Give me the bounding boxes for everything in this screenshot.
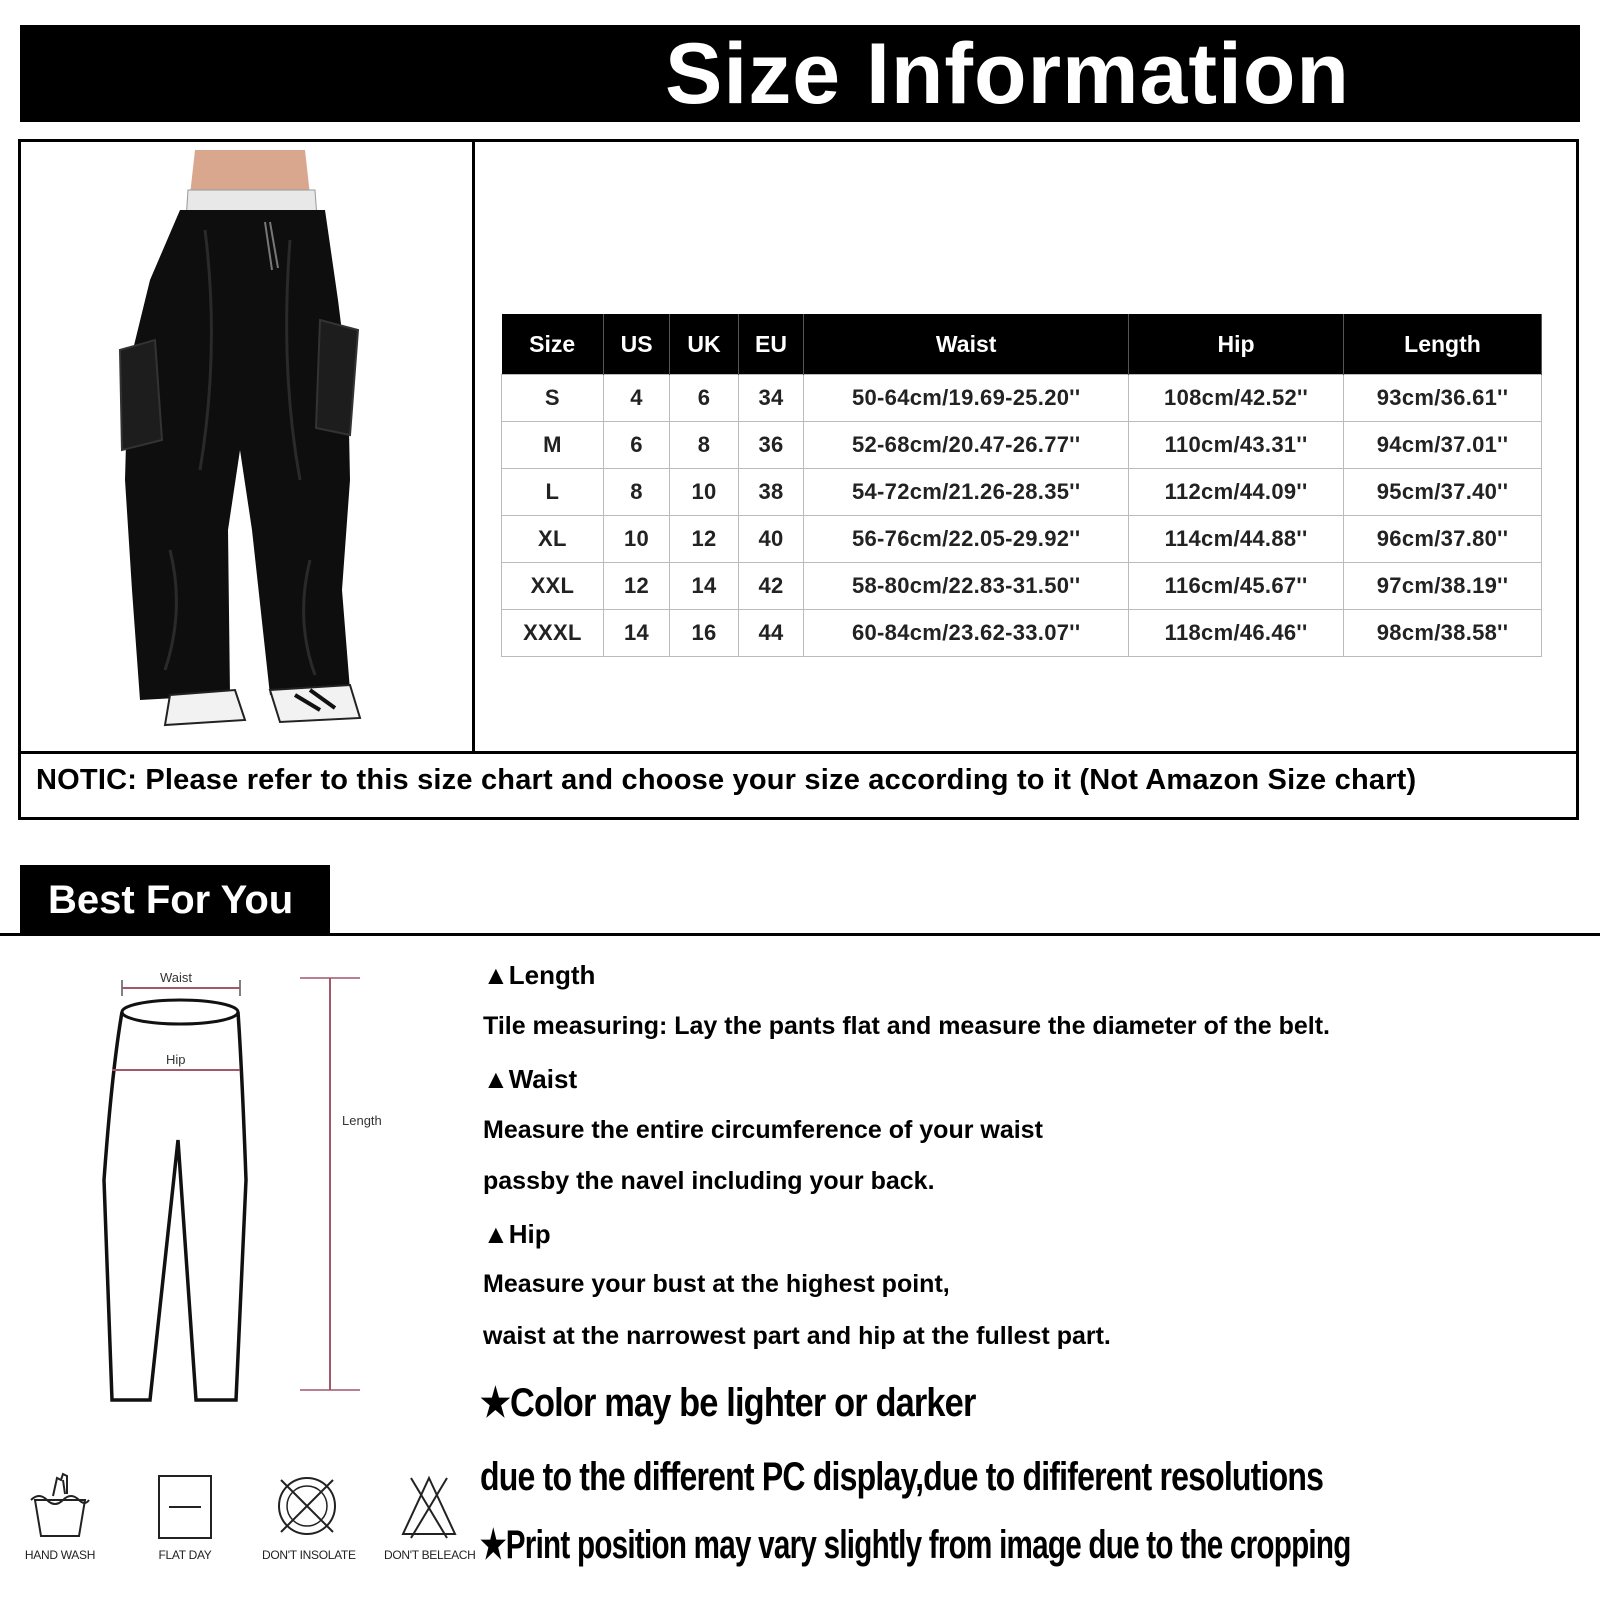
size-chart-table xyxy=(501,314,1542,657)
table-cell: 58-80cm/22.83-31.50'' xyxy=(804,563,1129,610)
print-position-note: ★Print position may vary slightly from image due to the cropping xyxy=(480,1523,1351,1567)
table-cell: XXL xyxy=(502,563,604,610)
length-instruction: Tile measuring: Lay the pants flat and measure the diameter of the belt. xyxy=(483,1012,1330,1040)
care-label: FLAT DAY xyxy=(158,1548,212,1562)
table-cell: 40 xyxy=(738,516,803,563)
flat-dry-icon xyxy=(155,1472,215,1540)
table-cell: 44 xyxy=(738,610,803,657)
product-photo xyxy=(110,150,370,730)
care-item-dont-bleach xyxy=(384,1472,474,1562)
hip-instruction-line-1: Measure your bust at the highest point, xyxy=(483,1270,950,1298)
table-cell: 56-76cm/22.05-29.92'' xyxy=(804,516,1129,563)
table-cell: XL xyxy=(502,516,604,563)
table-cell: 10 xyxy=(670,469,738,516)
length-label: Length xyxy=(342,1113,382,1128)
table-cell: 16 xyxy=(670,610,738,657)
table-cell: 108cm/42.52'' xyxy=(1129,375,1344,422)
table-cell: 12 xyxy=(670,516,738,563)
waist-heading: ▲Waist xyxy=(483,1064,578,1094)
waist-label: Waist xyxy=(160,970,193,985)
table-row xyxy=(502,516,1542,563)
table-cell: 4 xyxy=(603,375,669,422)
frame-divider-horizontal xyxy=(18,751,1579,754)
waist-instruction-line-2: passby the navel including your back. xyxy=(483,1167,935,1195)
table-cell: 38 xyxy=(738,469,803,516)
table-cell: 118cm/46.46'' xyxy=(1129,610,1344,657)
section-rule xyxy=(0,933,1600,936)
column-header: UK xyxy=(670,314,738,375)
table-header-row xyxy=(502,314,1542,375)
section-title: Best For You xyxy=(48,878,294,922)
size-notice: NOTIC: Please refer to this size chart and choose your size according to it (Not Amazon Size chart) xyxy=(36,764,1417,796)
table-cell: 6 xyxy=(670,375,738,422)
table-cell: 8 xyxy=(670,422,738,469)
care-item-flat-dry xyxy=(140,1472,230,1562)
table-cell: 14 xyxy=(670,563,738,610)
table-cell: XXXL xyxy=(502,610,604,657)
title-banner xyxy=(20,25,1580,122)
column-header: EU xyxy=(738,314,803,375)
table-cell: 95cm/37.40'' xyxy=(1344,469,1542,516)
hand-wash-icon xyxy=(27,1472,93,1540)
table-cell: M xyxy=(502,422,604,469)
table-cell: L xyxy=(502,469,604,516)
care-label: DON'T BELEACH xyxy=(384,1548,476,1562)
page-title: Size Information xyxy=(665,26,1350,122)
frame-divider-vertical xyxy=(472,139,475,753)
table-cell: 112cm/44.09'' xyxy=(1129,469,1344,516)
table-cell: 98cm/38.58'' xyxy=(1344,610,1542,657)
table-cell: 110cm/43.31'' xyxy=(1129,422,1344,469)
table-cell: 94cm/37.01'' xyxy=(1344,422,1542,469)
waist-instruction-line-1: Measure the entire circumference of your waist xyxy=(483,1116,1043,1144)
table-cell: 97cm/38.19'' xyxy=(1344,563,1542,610)
table-cell: 34 xyxy=(738,375,803,422)
table-cell: 93cm/36.61'' xyxy=(1344,375,1542,422)
color-note-line-1: ★Color may be lighter or darker xyxy=(480,1381,976,1425)
hip-instruction-line-2: waist at the narrowest part and hip at the fullest part. xyxy=(483,1322,1111,1350)
table-cell: 114cm/44.88'' xyxy=(1129,516,1344,563)
color-note-line-2: due to the different PC display,due to dififerent resolutions xyxy=(480,1455,1324,1499)
column-header: Length xyxy=(1344,314,1542,375)
care-label: DON'T INSOLATE xyxy=(262,1548,356,1562)
table-cell: 36 xyxy=(738,422,803,469)
table-cell: 14 xyxy=(603,610,669,657)
table-row xyxy=(502,375,1542,422)
hip-label: Hip xyxy=(166,1052,186,1067)
table-cell: 116cm/45.67'' xyxy=(1129,563,1344,610)
care-item-hand-wash xyxy=(15,1472,105,1562)
column-header: Waist xyxy=(804,314,1129,375)
table-cell: S xyxy=(502,375,604,422)
table-cell: 52-68cm/20.47-26.77'' xyxy=(804,422,1129,469)
column-header: US xyxy=(603,314,669,375)
no-sun-dry-icon xyxy=(273,1472,341,1540)
table-cell: 6 xyxy=(603,422,669,469)
table-row xyxy=(502,563,1542,610)
best-for-you-tab xyxy=(20,865,330,936)
table-row xyxy=(502,610,1542,657)
length-heading: ▲Length xyxy=(483,960,596,990)
table-cell: 96cm/37.80'' xyxy=(1344,516,1542,563)
table-cell: 54-72cm/21.26-28.35'' xyxy=(804,469,1129,516)
table-row xyxy=(502,422,1542,469)
column-header: Size xyxy=(502,314,604,375)
table-cell: 50-64cm/19.69-25.20'' xyxy=(804,375,1129,422)
table-row xyxy=(502,469,1542,516)
table-cell: 10 xyxy=(603,516,669,563)
measurement-diagram xyxy=(90,960,390,1440)
table-cell: 8 xyxy=(603,469,669,516)
no-bleach-icon xyxy=(399,1472,459,1540)
table-cell: 60-84cm/23.62-33.07'' xyxy=(804,610,1129,657)
care-item-dont-insolate xyxy=(262,1472,356,1562)
table-cell: 12 xyxy=(603,563,669,610)
column-header: Hip xyxy=(1129,314,1344,375)
table-cell: 42 xyxy=(738,563,803,610)
hip-heading: ▲Hip xyxy=(483,1219,551,1249)
care-label: HAND WASH xyxy=(24,1548,96,1562)
